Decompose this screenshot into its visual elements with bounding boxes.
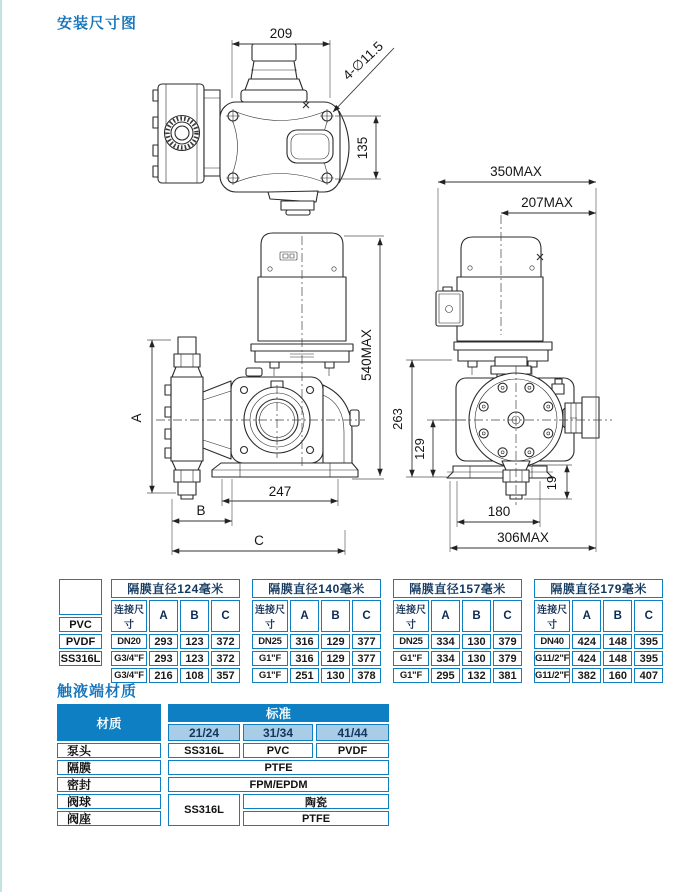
col-c-header: C — [634, 600, 663, 632]
top-view-height-label: 135 — [355, 136, 370, 160]
conn-header: 连接尺寸 — [252, 600, 288, 632]
cell: 130 — [462, 634, 491, 649]
group-title: 隔膜直径124毫米 — [111, 579, 240, 598]
side-view-drawing — [390, 164, 612, 552]
row-seal-label: 密封 — [57, 777, 161, 792]
front-view-c-label: C — [254, 533, 264, 548]
row-valve-ball-label: 阀球 — [57, 794, 161, 809]
side-view-base-width-label: 180 — [487, 504, 511, 519]
cell: 316 — [290, 634, 319, 649]
top-view-width-label: 209 — [269, 26, 293, 41]
cell: 129 — [321, 634, 350, 649]
front-view-b-label: B — [196, 503, 206, 518]
corner-header: 泵头材质 — [59, 579, 102, 615]
col-c-header: C — [352, 600, 381, 632]
cell: 129 — [321, 651, 350, 666]
cell: 382 — [572, 668, 601, 683]
conn-header: 连接尺寸 — [111, 600, 147, 632]
cell: 293 — [149, 634, 178, 649]
cell: G3/4"F — [111, 668, 147, 683]
cell: 372 — [211, 651, 240, 666]
material-ss316l: SS316L — [60, 652, 101, 665]
cell: 130 — [321, 668, 350, 683]
side-view-total-width-label: 350MAX — [490, 164, 542, 179]
cell: G11/2"F — [535, 653, 570, 664]
material-pvdf: PVDF — [59, 634, 102, 649]
top-view-holes-label: 4-∅11.5 — [339, 38, 386, 83]
cell: 148 — [603, 634, 632, 649]
cell: DN25 — [393, 634, 429, 649]
cell: 407 — [634, 668, 663, 683]
diaphragm-157-table — [391, 577, 524, 685]
cell: 160 — [603, 668, 632, 683]
front-view-drawing — [129, 233, 384, 555]
cell: 372 — [211, 634, 240, 649]
cell: G3/4"F — [111, 651, 147, 666]
side-view-max-width-label: 306MAX — [497, 530, 549, 545]
wetted-materials-table — [57, 704, 389, 826]
cell: G1"F — [252, 668, 288, 683]
cell: G1"F — [393, 651, 429, 666]
cell: 293 — [149, 651, 178, 666]
cell: 295 — [431, 668, 460, 683]
cell: 381 — [493, 668, 522, 683]
cell: 130 — [462, 651, 491, 666]
col-b-header: B — [180, 600, 209, 632]
cell: G1"F — [252, 651, 288, 666]
conn-header: 连接尺寸 — [534, 600, 570, 632]
seal-value: FPM/EPDM — [168, 777, 389, 792]
col-a-header: A — [431, 600, 460, 632]
material-column-table — [57, 577, 104, 668]
cell: 132 — [462, 668, 491, 683]
cell: 379 — [493, 634, 522, 649]
col-a-header: A — [290, 600, 319, 632]
cell: 123 — [180, 634, 209, 649]
cell: G1"F — [393, 668, 429, 683]
diaphragm-value: PTFE — [168, 760, 389, 775]
cell: 377 — [352, 651, 381, 666]
cell: 334 — [431, 651, 460, 666]
cell: 424 — [572, 634, 601, 649]
cell: 334 — [431, 634, 460, 649]
cell: DN40 — [534, 634, 570, 649]
cell: 378 — [352, 668, 381, 683]
model-21-24-header: 21/24 — [168, 724, 240, 741]
pump-head-2124-value: SS316L — [168, 743, 240, 758]
diaphragm-179-table — [532, 577, 665, 685]
side-view-height2-label: 129 — [412, 438, 427, 460]
pump-dimension-table — [57, 577, 665, 685]
row-diaphragm-label: 隔膜 — [57, 760, 161, 775]
side-view-offset-label: 207MAX — [521, 195, 573, 210]
cell: 108 — [180, 668, 209, 683]
cell: G11/2"F — [535, 670, 570, 681]
col-c-header: C — [493, 600, 522, 632]
seat-value: PTFE — [243, 811, 389, 826]
cell: 395 — [634, 651, 663, 666]
material-pvc: PVC — [59, 617, 102, 632]
front-view-a-label: A — [129, 413, 144, 423]
side-view-foot-label: 19 — [544, 475, 559, 491]
cell: 377 — [352, 634, 381, 649]
group-title: 隔膜直径157毫米 — [393, 579, 522, 598]
wetted-materials-title: 触液端材质 — [57, 683, 138, 700]
group-title: 隔膜直径179毫米 — [534, 579, 663, 598]
ball-value: 陶瓷 — [243, 794, 389, 809]
side-view-height1-label: 263 — [390, 408, 405, 430]
cell: 316 — [290, 651, 319, 666]
col-a-header: A — [149, 600, 178, 632]
page-title: 安装尺寸图 — [57, 15, 138, 32]
col-c-header: C — [211, 600, 240, 632]
diaphragm-124-table — [109, 577, 242, 685]
diaphragm-140-table — [250, 577, 383, 685]
pump-head-4144-value: PVDF — [316, 743, 389, 758]
cell: 123 — [180, 651, 209, 666]
cell: 148 — [603, 651, 632, 666]
cell: 357 — [211, 668, 240, 683]
top-view-drawing — [153, 26, 394, 215]
pump-head-3134-value: PVC — [243, 743, 313, 758]
cell: 216 — [149, 668, 178, 683]
ball-seat-2124-value: SS316L — [168, 794, 240, 826]
cell: 424 — [572, 651, 601, 666]
col-a-header: A — [572, 600, 601, 632]
row-pump-head-label: 泵头 — [57, 743, 161, 758]
col-b-header: B — [603, 600, 632, 632]
col-b-header: B — [321, 600, 350, 632]
front-view-base-width-label: 247 — [268, 484, 292, 499]
row-valve-seat-label: 阀座 — [57, 811, 161, 826]
standard-header: 标准 — [168, 704, 389, 722]
model-41-44-header: 41/44 — [316, 724, 389, 741]
cell: 379 — [493, 651, 522, 666]
group-title: 隔膜直径140毫米 — [252, 579, 381, 598]
col-b-header: B — [462, 600, 491, 632]
cell: 251 — [290, 668, 319, 683]
conn-header: 连接尺寸 — [393, 600, 429, 632]
cell: DN20 — [111, 634, 147, 649]
cell: DN25 — [252, 634, 288, 649]
model-31-34-header: 31/34 — [243, 724, 313, 741]
front-view-total-height-label: 540MAX — [359, 329, 374, 381]
material-header: 材质 — [57, 704, 161, 741]
cell: 395 — [634, 634, 663, 649]
